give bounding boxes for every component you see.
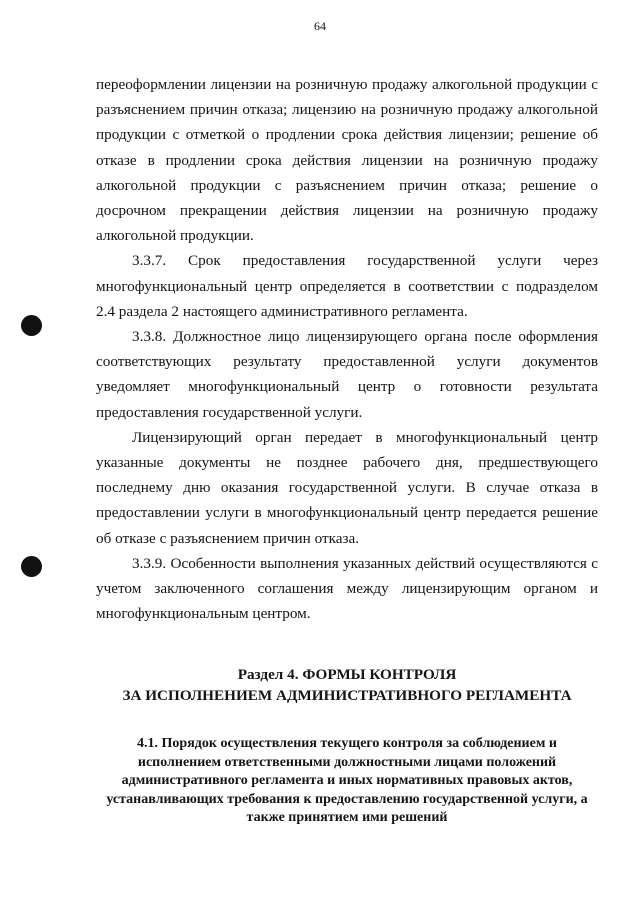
paragraph-3-3-8: 3.3.8. Должностное лицо лицензирующего органа после оформления соответствующих результату предоставленной услуги документов уведомляет многофункциональный центр о готовности результата предоставления государственной услуги. <box>96 328 598 421</box>
paragraph-3-3-9: 3.3.9. Особенности выполнения указанных действий осуществляются с учетом заключенного соглашения между лицензирующим органом и многофункциональным центром. <box>96 554 598 623</box>
paragraph-continuation: переоформлении лицензии на розничную продажу алкогольной продукции с разъяснением причин отказа; лицензию на розничную продажу алкогольной продукции с отметкой о продлении срока действия лицензии; решение об отказе в продлении срока действия лицензии на розничную продажу алкогольной продукции с разъяснением причин отказа; решение о досрочном прекращении действия лицензии на розничную продажу алкогольной продукции. <box>96 76 598 245</box>
section-heading-line-2: ЗА ИСПОЛНЕНИЕМ АДМИНИСТРАТИВНОГО РЕГЛАМЕНТА <box>122 687 572 704</box>
punch-hole-bottom <box>21 556 42 577</box>
page-number: 64 <box>314 19 326 33</box>
punch-hole-top <box>21 315 42 336</box>
section-heading <box>96 664 598 706</box>
section-heading-line-1: Раздел 4. ФОРМЫ КОНТРОЛЯ <box>237 666 457 683</box>
document-body <box>96 72 598 626</box>
paragraph-licensing-body: Лицензирующий орган передает в многофункциональный центр указанные документы не позднее рабочего дня, предшествующего последнему дню оказания государственной услуги. В случае отказа в предоставлении услуги в многофункциональный центр передается решение об отказе с разъяснением причин отказа. <box>96 428 598 547</box>
subsection-heading: 4.1. Порядок осуществления текущего контроля за соблюдением и исполнением ответственными должностными лицами положений административного регламента и иных нормативных правовых актов, устанавливающих требования к предоставлению государственной услуги, а также принятием ими решений <box>106 736 588 826</box>
paragraph-3-3-7: 3.3.7. Срок предоставления государственной услуги через многофункциональный центр определяется в соответствии с подразделом 2.4 раздела 2 настоящего административного регламента. <box>96 252 598 320</box>
